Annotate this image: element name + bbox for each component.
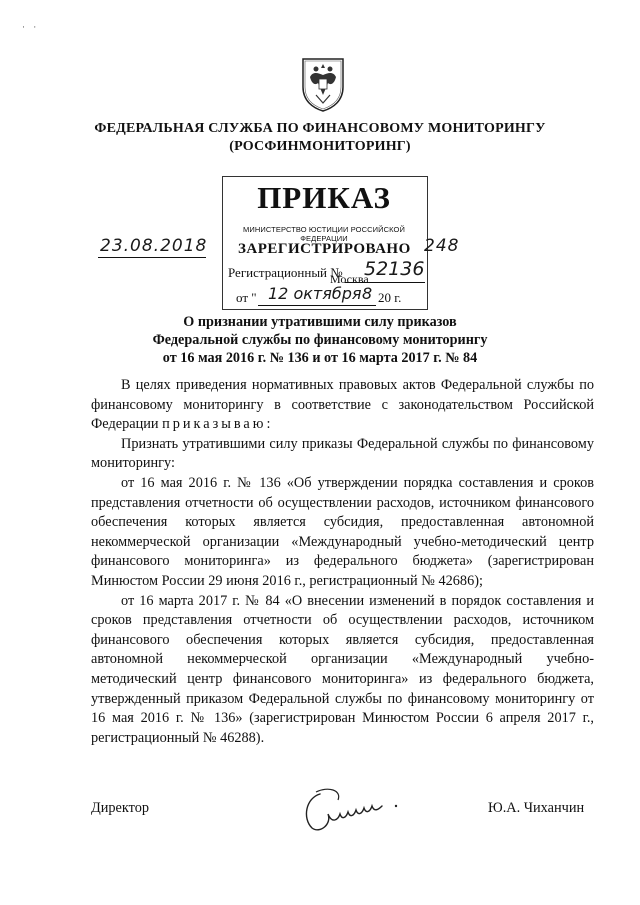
signer-position: Директор — [91, 800, 150, 816]
reg-year-handwritten: 8 — [362, 284, 373, 303]
order-number-handwritten: 248 — [424, 236, 460, 256]
reg-date-underline — [258, 305, 376, 306]
order-body — [91, 376, 594, 748]
order-title-line1: О признании утратившими силу приказов — [183, 314, 457, 330]
agency-short-name: (РОСФИНМОНИТОРИНГ) — [229, 139, 411, 154]
order-title-line2: Федеральной службы по финансовому мониторингу — [152, 332, 488, 348]
scan-marks: · · — [22, 22, 40, 32]
document-type: ПРИКАЗ — [257, 180, 391, 215]
stamp-year-suffix: 20 г. — [378, 290, 402, 305]
coat-of-arms-icon — [298, 55, 348, 113]
paragraph-item-2: от 16 марта 2017 г. № 84 «О внесении изменений в порядок составления и сроков представления отчетности об осуществлении расходов, источником финансового обеспечения которых является субсидия, предоставленная автономной некоммерческой организации «Международный учебно-методический центр финансового мониторинга» из федерального бюджета, утвержденный приказом Федеральной службы по финансовому мониторингу от 16 мая 2016 г. № 136» (зарегистрирован Минюстом России 6 апреля 2017 г., регистрационный № 46288). — [91, 592, 594, 746]
reg-number-underline — [345, 282, 425, 283]
paragraph-item-1: от 16 мая 2016 г. № 136 «Об утверждении порядка составления и сроков представления отчетности об осуществлении расходов, источником финансового обеспечения которых является субсидия, предоставленная автономной некоммерческой организации «Международный учебно-методический центр финансового мониторинга» из федерального бюджета» (зарегистрирован Минюстом России 29 июня 2016 г., регистрационный № 42686); — [91, 474, 594, 589]
preamble-text: В целях приведения нормативных правовых актов Федеральной службы по финансовому мониторингу в соответствие с законодательством Российской Федерации — [91, 377, 594, 433]
stamp-registered: ЗАРЕГИСТРИРОВАНО — [238, 241, 411, 257]
paragraph-preamble — [91, 376, 594, 435]
stamp-from-label: от " — [236, 290, 257, 305]
reg-number-handwritten: 52136 — [364, 258, 425, 280]
stamp-ministry: МИНИСТЕРСТВО ЮСТИЦИИ РОССИЙСКОЙ ФЕДЕРАЦИИ — [243, 225, 405, 243]
order-date-underline — [98, 257, 206, 258]
order-title-line3: от 16 мая 2016 г. № 136 и от 16 марта 2017 г. № 84 — [162, 350, 478, 366]
preamble-colon: : — [266, 416, 271, 433]
paragraph-decision: Признать утратившими силу приказы Федеральной службы по финансовому мониторингу: — [91, 435, 594, 472]
preamble-command: приказываю — [162, 416, 267, 433]
agency-name: ФЕДЕРАЛЬНАЯ СЛУЖБА ПО ФИНАНСОВОМУ МОНИТОРИНГУ — [94, 121, 546, 136]
signature-icon — [298, 784, 408, 834]
stamp-reg-number-label: Регистрационный № — [228, 265, 343, 280]
order-date-handwritten: 23.08.2018 — [100, 236, 208, 256]
reg-date-handwritten: 12 октября — [268, 284, 362, 303]
stamp-city: Москва — [330, 272, 369, 286]
signer-name: Ю.А. Чиханчин — [488, 800, 585, 816]
